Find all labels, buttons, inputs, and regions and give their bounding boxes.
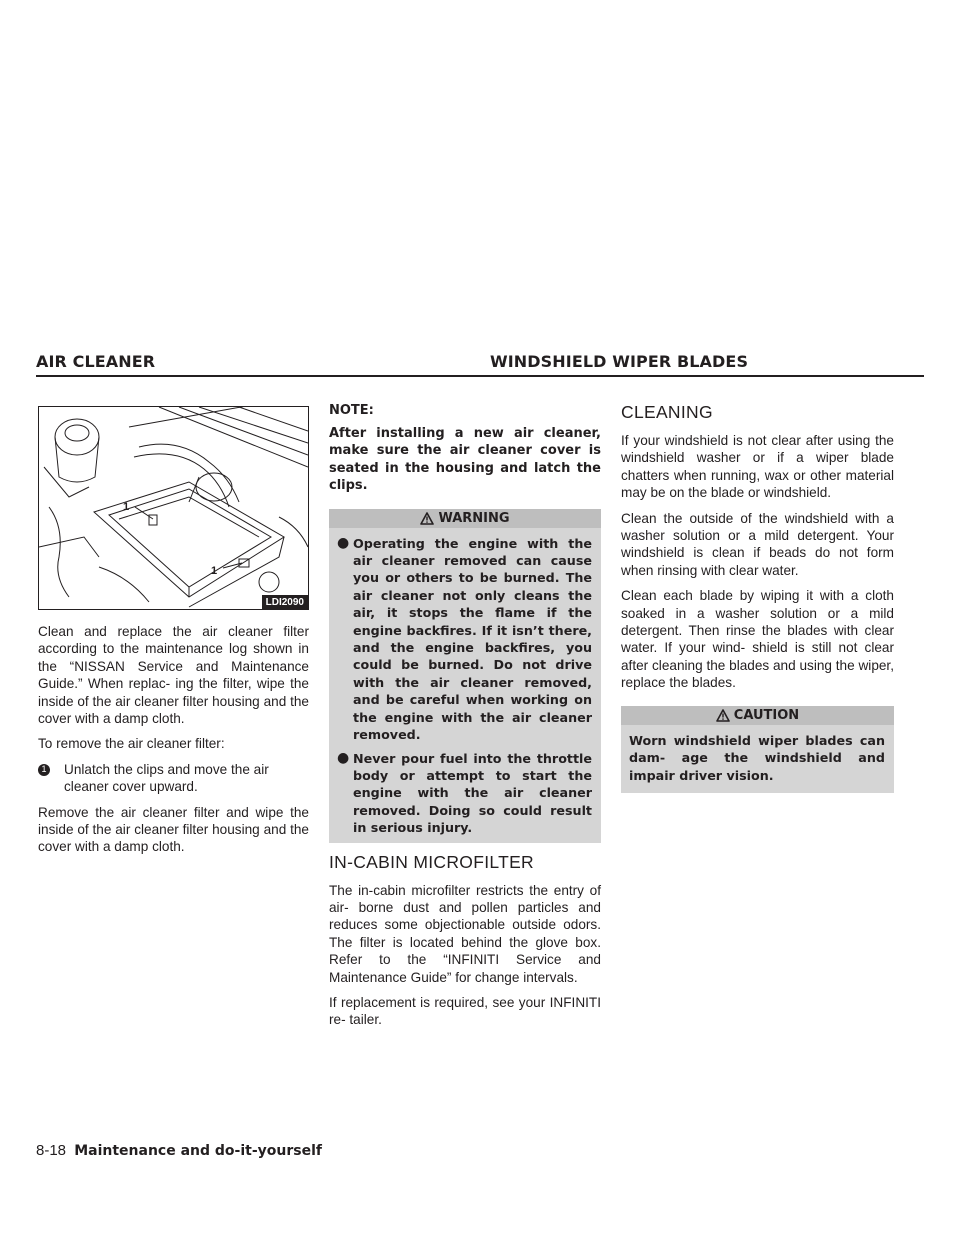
engine-figure: [38, 406, 309, 610]
cleaning-heading: CLEANING: [621, 402, 713, 422]
warning-item-text: Operating the engine with the air cleaner removed can cause you or others to be burned. The air cleaner not only cleans the air, it stops the flame if the engine backfires. If it isn’t there, and the engine backfires, you could be burned. Do not drive with the air cleaner removed, and be careful when working on the engine with the air cleaner removed.: [353, 535, 592, 743]
microfilter-heading: IN-CABIN MICROFILTER: [329, 851, 534, 872]
section-heading-air-cleaner: AIR CLEANER: [36, 352, 156, 371]
intro-paragraph: Clean and replace the air cleaner filter according to the maintenance log shown in the “NISSAN Service and Maintenance Guide.” When replac- ing the filter, wipe the inside of the air cleaner filter housing and the cover with a damp cloth.: [38, 624, 309, 727]
warning-header: [329, 509, 601, 528]
step-text: Unlatch the clips and move the air cleaner cover upward.: [64, 761, 269, 795]
replacement-paragraph: If replacement is required, see your INFINITI re- tailer.: [329, 994, 601, 1028]
caution-title: CAUTION: [733, 707, 800, 723]
note-text: After installing a new air cleaner, make sure the air cleaner cover is seated in the housing and latch the clips.: [329, 426, 601, 494]
left-column: [38, 406, 309, 864]
cleaning-paragraph-3: Clean each blade by wiping it with a cloth soaked in a washer solution or a mild detergent. Then rinse the blades with clear water. If your wind- shield is still not clear after cleaning the blades and using the wiper, replace the blades.: [621, 588, 894, 691]
page-number: 8-18: [36, 1142, 67, 1159]
caution-body: [621, 725, 894, 793]
step-1: [38, 761, 309, 796]
caution-text: Worn windshield wiper blades can dam- age the windshield and impair driver vision.: [629, 732, 885, 783]
after-paragraph: Remove the air cleaner filter and wipe the inside of the air cleaner filter housing and the cover with a damp cloth.: [38, 804, 309, 855]
page-footer: [36, 1142, 322, 1159]
figure-caption: LDI2090: [262, 595, 308, 609]
warning-item: [337, 535, 592, 744]
warning-box: [329, 509, 601, 843]
remove-lead-paragraph: To remove the air cleaner filter:: [38, 736, 225, 752]
cleaning-paragraph-1: If your windshield is not clear after using the windshield washer or if a wiper blade chatters when running, wax or other material may be on the blade or windshield.: [621, 433, 894, 501]
warning-item-text: Never pour fuel into the throttle body or attempt to start the engine with the air cleaner removed. Doing so could result in serious injury.: [353, 750, 592, 836]
note-label: NOTE:: [329, 403, 374, 418]
engine-illustration: [39, 407, 308, 609]
warning-title: WARNING: [438, 510, 510, 526]
caution-header: [621, 706, 894, 725]
cleaning-paragraph-2: Clean the outside of the windshield with a washer solution or a mild detergent. Your windshield is clean if beads do not form when rinsing with clear water.: [621, 510, 894, 578]
warning-triangle-icon: [420, 512, 434, 525]
bullet-icon: ●: [337, 749, 350, 766]
callout-label-1b: 1: [211, 565, 218, 577]
step-number-badge: 1: [38, 764, 50, 776]
warning-body: [329, 528, 601, 843]
middle-column: [329, 403, 601, 1037]
microfilter-paragraph: The in-cabin microfilter restricts the entry of air- borne dust and pollen particles and reduces some objectionable outside odors. The filter is located behind the glove box. Refer to the “INFINITI Service and Maintenance Guide” for change intervals.: [329, 882, 601, 985]
callout-label-1a: 1: [123, 501, 130, 513]
chapter-title: Maintenance and do-it-yourself: [74, 1143, 322, 1159]
warning-item: [337, 750, 592, 837]
right-column: [621, 402, 894, 793]
bullet-icon: ●: [337, 534, 350, 551]
section-heading-wiper-blades: WINDSHIELD WIPER BLADES: [490, 352, 749, 371]
caution-box: [621, 706, 894, 793]
caution-triangle-icon: [716, 709, 730, 722]
header-rule: [36, 375, 924, 377]
